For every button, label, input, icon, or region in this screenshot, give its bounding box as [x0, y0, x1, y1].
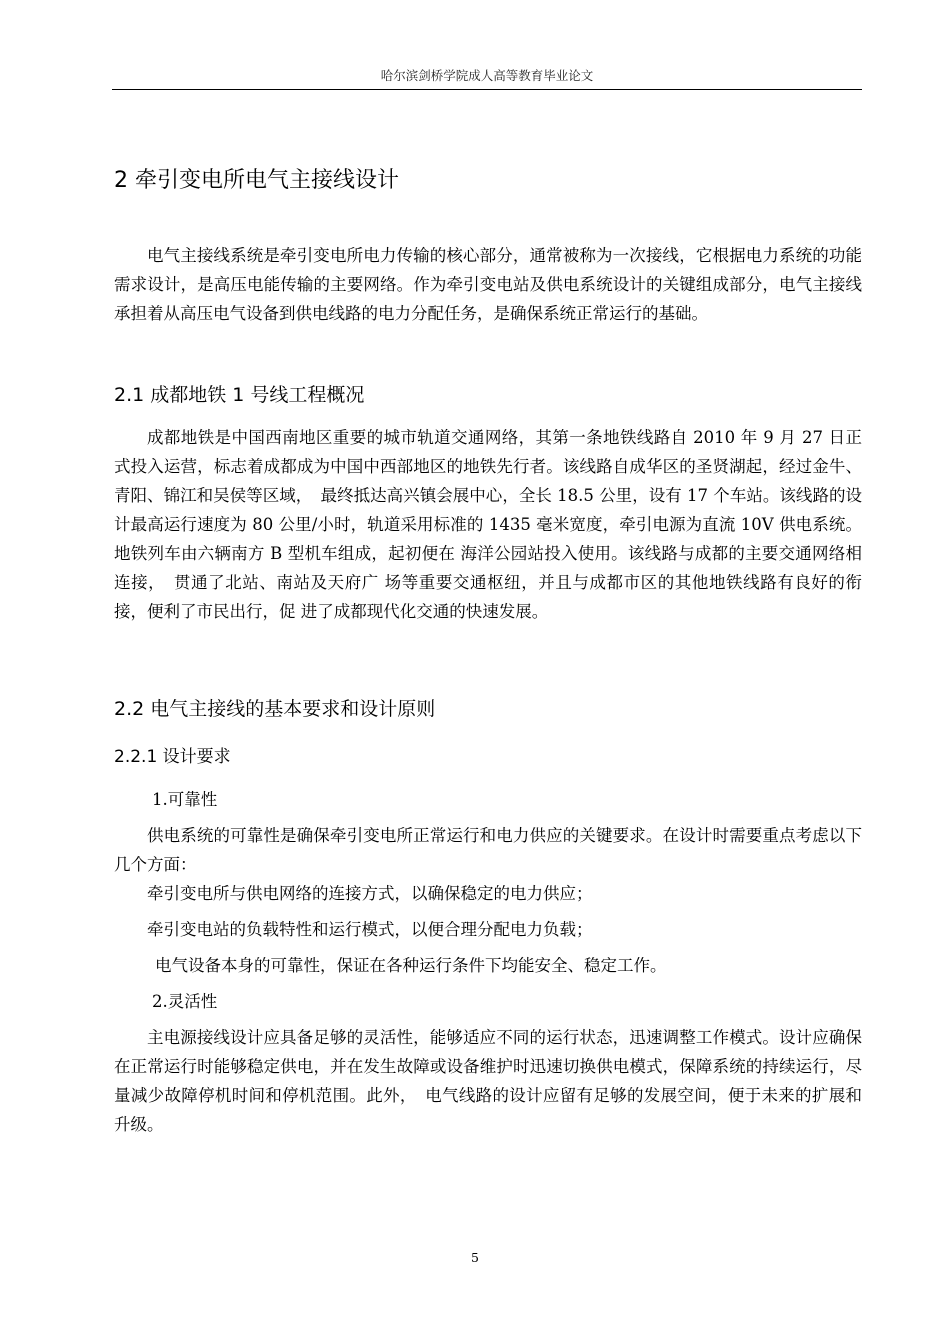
chapter-title: 2 牵引变电所电气主接线设计 — [114, 168, 399, 193]
intro-paragraph: 电气主接线系统是牵引变电所电力传输的核心部分，通常被称为一次接线，它根据电力系统的功能需求设计，是高压电能传输的主要网络。作为牵引变电站及供电系统设计的关键组成部分，电气主接线承担着从高压电气设备到供电线路的电力分配任务，是确保系统正常运行的基础。 — [114, 246, 862, 323]
page-number: 5 — [471, 1250, 479, 1265]
reliability-point-2: 牵引变电站的负载特性和运行模式，以便合理分配电力负载； — [147, 920, 593, 939]
section-2-2-title: 2.2 电气主接线的基本要求和设计原则 — [114, 698, 436, 720]
reliability-point-1: 牵引变电所与供电网络的连接方式，以确保稳定的电力供应； — [147, 884, 593, 903]
reliability-label: 1.可靠性 — [152, 790, 218, 809]
flexibility-paragraph: 主电源接线设计应具备足够的灵活性，能够适应不同的运行状态，迅速调整工作模式。设计应确保在正常运行时能够稳定供电，并在发生故障或设备维护时迅速切换供电模式，保障系统的持续运行，尽量减少故障停机时间和停机范围。此外， 电气线路的设计应留有足够的发展空间，便于未来的扩展和升级。 — [114, 1028, 862, 1134]
header-divider — [112, 89, 862, 90]
flexibility-label: 2.灵活性 — [152, 992, 218, 1011]
section-2-1-paragraph: 成都地铁是中国西南地区重要的城市轨道交通网络，其第一条地铁线路自 2010 年 9 月 27 日正式投入运营，标志着成都成为中国中西部地区的地铁先行者。该线路自成华区的圣贤湖起，经过金牛、青阳、锦江和吴侯等区域， 最终抵达高兴镇会展中心，全长 18.5 公里，设有 17 个车站。该线路的设计最高运行速度为 80 公里/小时，轨道采用标准的 1435 毫米宽度，牵引电源为直流 10V 供电系统。地铁列车由六辆南方 B 型机车组成，起初便在 海洋公园站投入使用。该线路与成都的主要交通网络相连接， 贯通了北站、南站及天府广 场等重要交通枢纽，并且与成都市区的其他地铁线路有良好的衔接，便利了市民出行，促 进了成都现代化交通的快速发展。 — [114, 428, 862, 621]
section-2-2-1-title: 2.2.1 设计要求 — [114, 747, 231, 767]
page-header: 哈尔滨剑桥学院成人高等教育毕业论文 — [380, 68, 594, 83]
reliability-point-3: 电气设备本身的可靠性，保证在各种运行条件下均能安全、稳定工作。 — [155, 956, 667, 975]
section-2-1-title: 2.1 成都地铁 1 号线工程概况 — [114, 384, 365, 406]
reliability-paragraph: 供电系统的可靠性是确保牵引变电所正常运行和电力供应的关键要求。在设计时需要重点考虑以下几个方面： — [114, 826, 862, 874]
